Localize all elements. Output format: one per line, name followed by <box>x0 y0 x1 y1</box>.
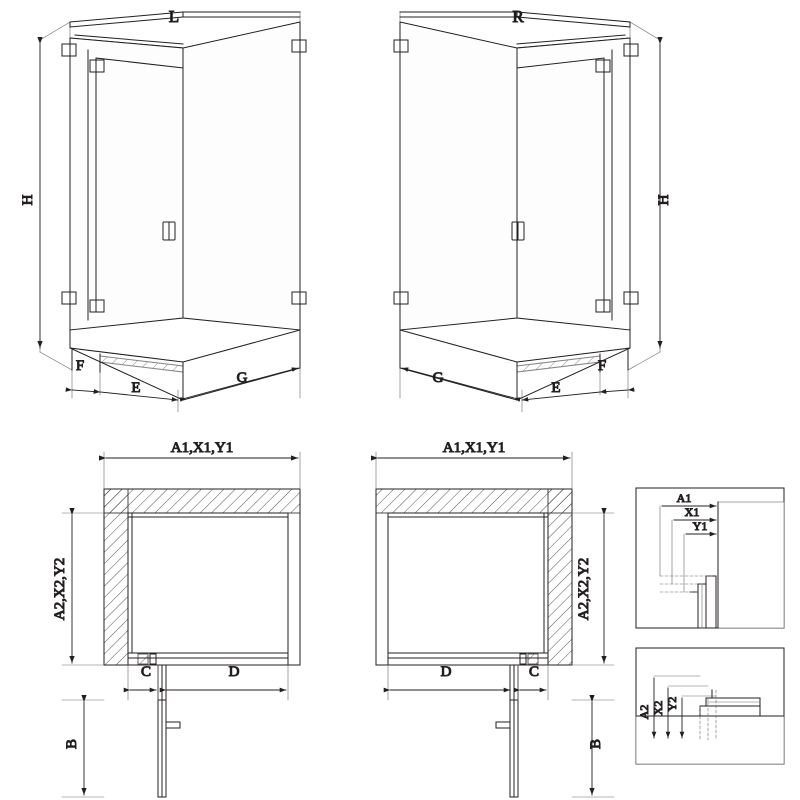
detail-a1x1y1 <box>636 488 784 628</box>
label-h-left: H <box>20 194 36 206</box>
label-a2-detail: A2 <box>637 704 651 720</box>
label-b-left: B <box>64 738 80 750</box>
label-c-right: C <box>528 664 540 680</box>
label-g-left: G <box>236 370 248 386</box>
label-d-left: D <box>228 664 240 680</box>
iso-view-left <box>40 12 306 412</box>
label-b-right: B <box>588 738 604 750</box>
label-c-left: C <box>140 664 152 680</box>
label-x1-detail: X1 <box>684 505 700 519</box>
label-g-right: G <box>432 370 444 386</box>
label-a1x1y1-right: A1,X1,Y1 <box>442 440 506 456</box>
label-y1-detail: Y1 <box>692 519 708 533</box>
label-e-left: E <box>131 380 141 396</box>
iso-view-right <box>394 12 660 412</box>
label-a1-detail: A1 <box>676 491 692 505</box>
label-y2-detail: Y2 <box>665 696 679 712</box>
plan-view-left <box>62 452 300 797</box>
label-a2x2y2-right: A2,X2,Y2 <box>576 557 592 621</box>
label-d-right: D <box>440 664 452 680</box>
label-e-right: E <box>551 380 561 396</box>
label-h-right: H <box>656 194 672 206</box>
plan-view-right <box>376 452 614 797</box>
label-x2-detail: X2 <box>651 700 665 716</box>
label-handing-left: L <box>168 7 180 26</box>
label-a2x2y2-left: A2,X2,Y2 <box>52 557 68 621</box>
label-f-left: F <box>75 358 85 374</box>
label-a1x1y1-left: A1,X1,Y1 <box>170 440 234 456</box>
label-f-right: F <box>597 358 607 374</box>
label-handing-right: R <box>512 7 524 26</box>
